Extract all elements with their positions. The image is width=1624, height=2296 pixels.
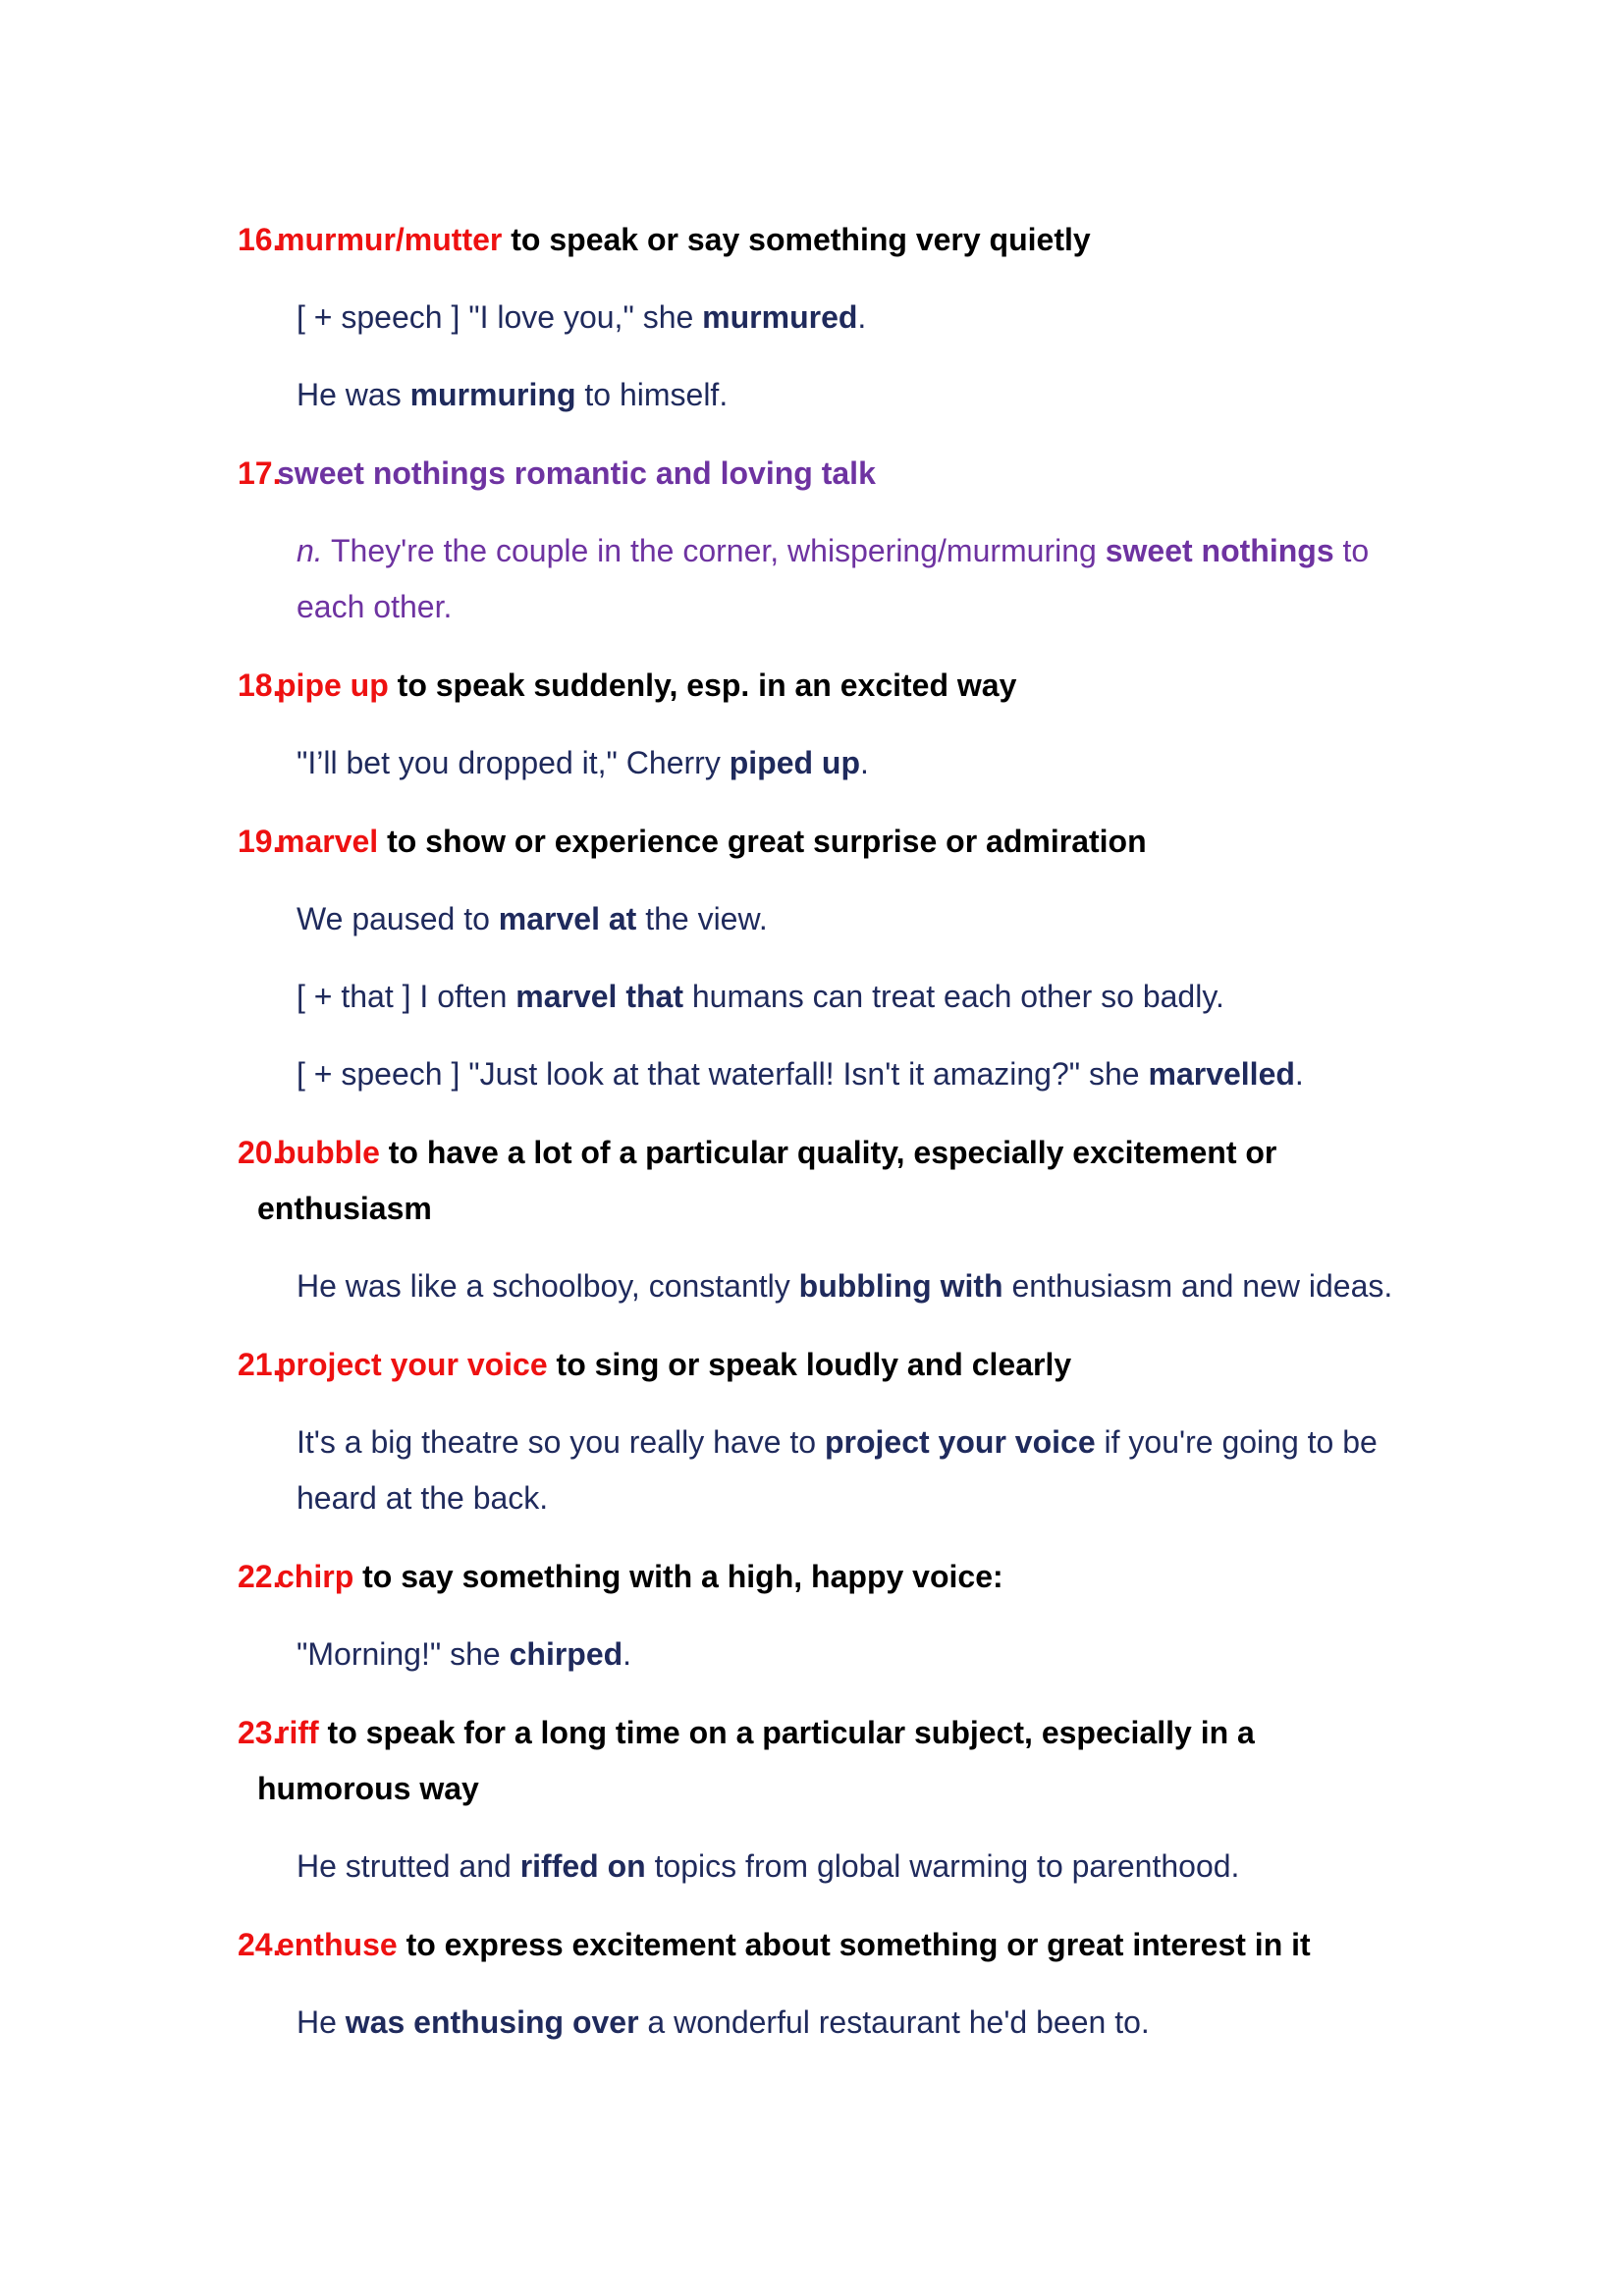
entry-heading: [238, 1125, 1386, 1237]
entry-number: 17.: [238, 455, 282, 491]
example-sentence: [ + speech ] "I love you," she murmured.: [297, 299, 867, 335]
entry-heading: [238, 814, 1386, 870]
vocab-entry-16: [0, 212, 1624, 423]
example-sentence: "I’ll bet you dropped it," Cherry piped up.: [297, 745, 869, 780]
entry-number: 19.: [238, 824, 282, 859]
entry-heading: [238, 658, 1386, 714]
example-sentence: He was like a schoolboy, constantly bubbling with enthusiasm and new ideas.: [297, 1268, 1393, 1304]
entry-definition: to say something with a high, happy voice:: [353, 1559, 1003, 1594]
entry-term: pipe up: [277, 667, 389, 703]
entry-term: project your voice: [277, 1347, 548, 1382]
vocab-entry-20: [0, 1125, 1624, 1314]
entry-term: enthuse: [277, 1927, 398, 1962]
entry-definition-continued: humorous way: [257, 1771, 479, 1806]
entry-number: 16.: [238, 222, 282, 257]
entry-definition: to speak or say something very quietly: [502, 222, 1091, 257]
example-sentence: [ + that ] I often marvel that humans can treat each other so badly.: [297, 979, 1224, 1014]
entry-definition: to have a lot of a particular quality, especially excitement or: [379, 1135, 1277, 1170]
entry-heading: [238, 1705, 1386, 1817]
example-sentence: We paused to marvel at the view.: [297, 901, 768, 936]
example-sentence: "Morning!" she chirped.: [297, 1636, 632, 1672]
example-sentence: He was murmuring to himself.: [297, 377, 729, 412]
entry-definition: to show or experience great surprise or admiration: [378, 824, 1147, 859]
vocab-entry-19: [0, 814, 1624, 1102]
entry-term: bubble: [277, 1135, 380, 1170]
entry-number: 22.: [238, 1559, 282, 1594]
vocab-entry-21: [0, 1337, 1624, 1526]
vocab-entry-24: [0, 1917, 1624, 2051]
example-sentence: [ + speech ] "Just look at that waterfall! Isn't it amazing?" she marvelled.: [297, 1056, 1304, 1092]
vocabulary-list: [0, 212, 1624, 2051]
vocab-entry-23: [0, 1705, 1624, 1895]
entry-heading: [238, 1917, 1386, 1973]
entry-heading: [238, 212, 1386, 268]
entry-number: 18.: [238, 667, 282, 703]
entry-term: sweet nothings: [277, 455, 506, 491]
vocab-entry-22: [0, 1549, 1624, 1682]
entry-number: 23.: [238, 1715, 282, 1750]
entry-term: chirp: [277, 1559, 354, 1594]
example-sentence: He was enthusing over a wonderful restaurant he'd been to.: [297, 2004, 1150, 2040]
entry-definition: to speak suddenly, esp. in an excited way: [388, 667, 1017, 703]
entry-heading: [238, 1337, 1386, 1393]
entry-number: 20.: [238, 1135, 282, 1170]
example-sentence: n. They're the couple in the corner, whispering/murmuring sweet nothings to each other.: [297, 533, 1370, 624]
entry-definition: to express excitement about something or great interest in it: [397, 1927, 1311, 1962]
entry-term: riff: [277, 1715, 319, 1750]
entry-definition: romantic and loving talk: [505, 455, 876, 491]
entry-heading: [238, 1549, 1386, 1605]
example-sentence: He strutted and riffed on topics from global warming to parenthood.: [297, 1848, 1240, 1884]
entry-definition: to speak for a long time on a particular subject, especially in a: [318, 1715, 1255, 1750]
entry-heading: [238, 446, 1386, 502]
entry-term: marvel: [277, 824, 379, 859]
example-sentence: It's a big theatre so you really have to project your voice if you're going to be heard at the back.: [297, 1424, 1378, 1516]
entry-definition-continued: enthusiasm: [257, 1191, 432, 1226]
vocab-entry-18: [0, 658, 1624, 791]
entry-number: 24.: [238, 1927, 282, 1962]
vocab-entry-17: [0, 446, 1624, 635]
entry-definition: to sing or speak loudly and clearly: [547, 1347, 1072, 1382]
entry-term: murmur/mutter: [277, 222, 503, 257]
entry-number: 21.: [238, 1347, 282, 1382]
